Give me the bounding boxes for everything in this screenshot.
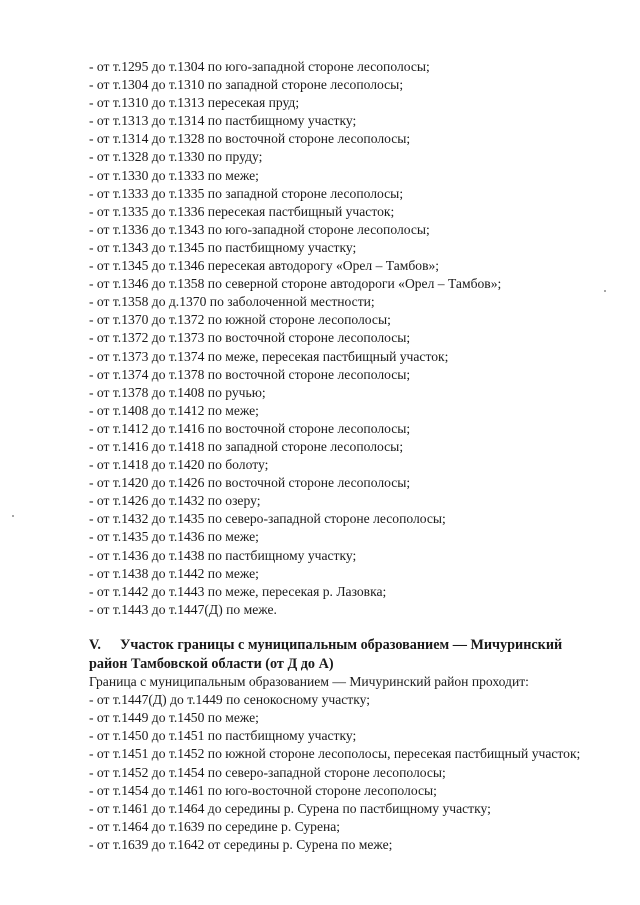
list-item: - от т.1461 до т.1464 до середины р. Сурена по пастбищному участку; xyxy=(89,800,491,816)
boundary-list-part-2 xyxy=(89,691,629,854)
list-item: - от т.1449 до т.1450 по меже; xyxy=(89,710,259,726)
section-number: V. xyxy=(89,636,101,653)
list-item: - от т.1313 до т.1314 по пастбищному участку; xyxy=(89,113,357,129)
document-body xyxy=(89,58,629,854)
list-item: - от т.1432 до т.1435 по северо-западной стороне лесополосы; xyxy=(89,511,446,527)
list-item: - от т.1373 до т.1374 по меже, пересекая пастбищный участок; xyxy=(89,348,449,364)
list-item: - от т.1330 до т.1333 по меже; xyxy=(89,167,259,183)
list-item: - от т.1443 до т.1447(Д) по меже. xyxy=(89,601,277,617)
list-item: - от т.1426 до т.1432 по озеру; xyxy=(89,493,261,509)
list-item: - от т.1452 до т.1454 по северо-западной стороне лесополосы; xyxy=(89,764,446,780)
list-item: - от т.1295 до т.1304 по юго-западной стороне лесополосы; xyxy=(89,59,430,74)
scan-speck xyxy=(12,515,14,517)
section-spacer xyxy=(89,619,629,636)
list-item: - от т.1435 до т.1436 по меже; xyxy=(89,529,259,545)
section-heading xyxy=(89,636,629,673)
list-item: - от т.1436 до т.1438 по пастбищному участку; xyxy=(89,547,357,563)
list-item: - от т.1370 до т.1372 по южной стороне лесополосы; xyxy=(89,312,391,328)
list-item: - от т.1335 до т.1336 пересекая пастбищный участок; xyxy=(89,203,395,219)
list-item: - от т.1438 до т.1442 по меже; xyxy=(89,565,259,581)
list-item: - от т.1343 до т.1345 по пастбищному участку; xyxy=(89,239,357,255)
boundary-list-part-1 xyxy=(89,58,629,619)
list-item: - от т.1412 до т.1416 по восточной стороне лесополосы; xyxy=(89,420,411,436)
section-intro: Граница с муниципальным образованием — Мичуринский район проходит: xyxy=(89,674,529,690)
list-item: - от т.1345 до т.1346 пересекая автодорогу «Орел – Тамбов»; xyxy=(89,258,440,274)
list-item: - от т.1328 до т.1330 по пруду; xyxy=(89,149,263,165)
list-item: - от т.1442 до т.1443 по меже, пересекая р. Лазовка; xyxy=(89,583,387,599)
list-item: - от т.1454 до т.1461 по юго-восточной стороне лесополосы; xyxy=(89,782,437,798)
list-item: - от т.1416 до т.1418 по западной стороне лесополосы; xyxy=(89,438,404,454)
list-item: - от т.1372 до т.1373 по восточной стороне лесополосы; xyxy=(89,330,411,346)
list-item: - от т.1314 до т.1328 по восточной стороне лесополосы; xyxy=(89,131,411,147)
list-item: - от т.1408 до т.1412 по меже; xyxy=(89,402,259,418)
list-item: - от т.1420 до т.1426 по восточной стороне лесополосы; xyxy=(89,475,411,491)
list-item: - от т.1346 до т.1358 по северной стороне автодороги «Орел – Тамбов»; xyxy=(89,276,502,292)
list-item: - от т.1310 до т.1313 пересекая пруд; xyxy=(89,95,300,111)
list-item: - от т.1333 до т.1335 по западной стороне лесополосы; xyxy=(89,185,404,201)
list-item: - от т.1304 до т.1310 по западной стороне лесополосы; xyxy=(89,77,404,93)
list-item: - от т.1418 до т.1420 по болоту; xyxy=(89,457,269,473)
section-title-line-2: район Тамбовской области (от Д до А) xyxy=(89,655,334,672)
list-item: - от т.1378 до т.1408 по ручью; xyxy=(89,384,266,400)
list-item: - от т.1451 до т.1452 по южной стороне лесополосы, пересекая пастбищный участок; xyxy=(89,746,581,762)
list-item: - от т.1336 до т.1343 по юго-западной стороне лесополосы; xyxy=(89,221,430,237)
list-item: - от т.1358 до д.1370 по заболоченной местности; xyxy=(89,294,375,310)
list-item: - от т.1447(Д) до т.1449 по сенокосному участку; xyxy=(89,692,371,708)
list-item: - от т.1450 до т.1451 по пастбищному участку; xyxy=(89,728,357,744)
list-item: - от т.1639 до т.1642 от середины р. Сурена по меже; xyxy=(89,836,393,852)
list-item: - от т.1464 до т.1639 по середине р. Сурена; xyxy=(89,818,341,834)
list-item: - от т.1374 до т.1378 по восточной стороне лесополосы; xyxy=(89,366,411,382)
section-title-line-1: Участок границы с муниципальным образованием — Мичуринский xyxy=(120,636,563,653)
